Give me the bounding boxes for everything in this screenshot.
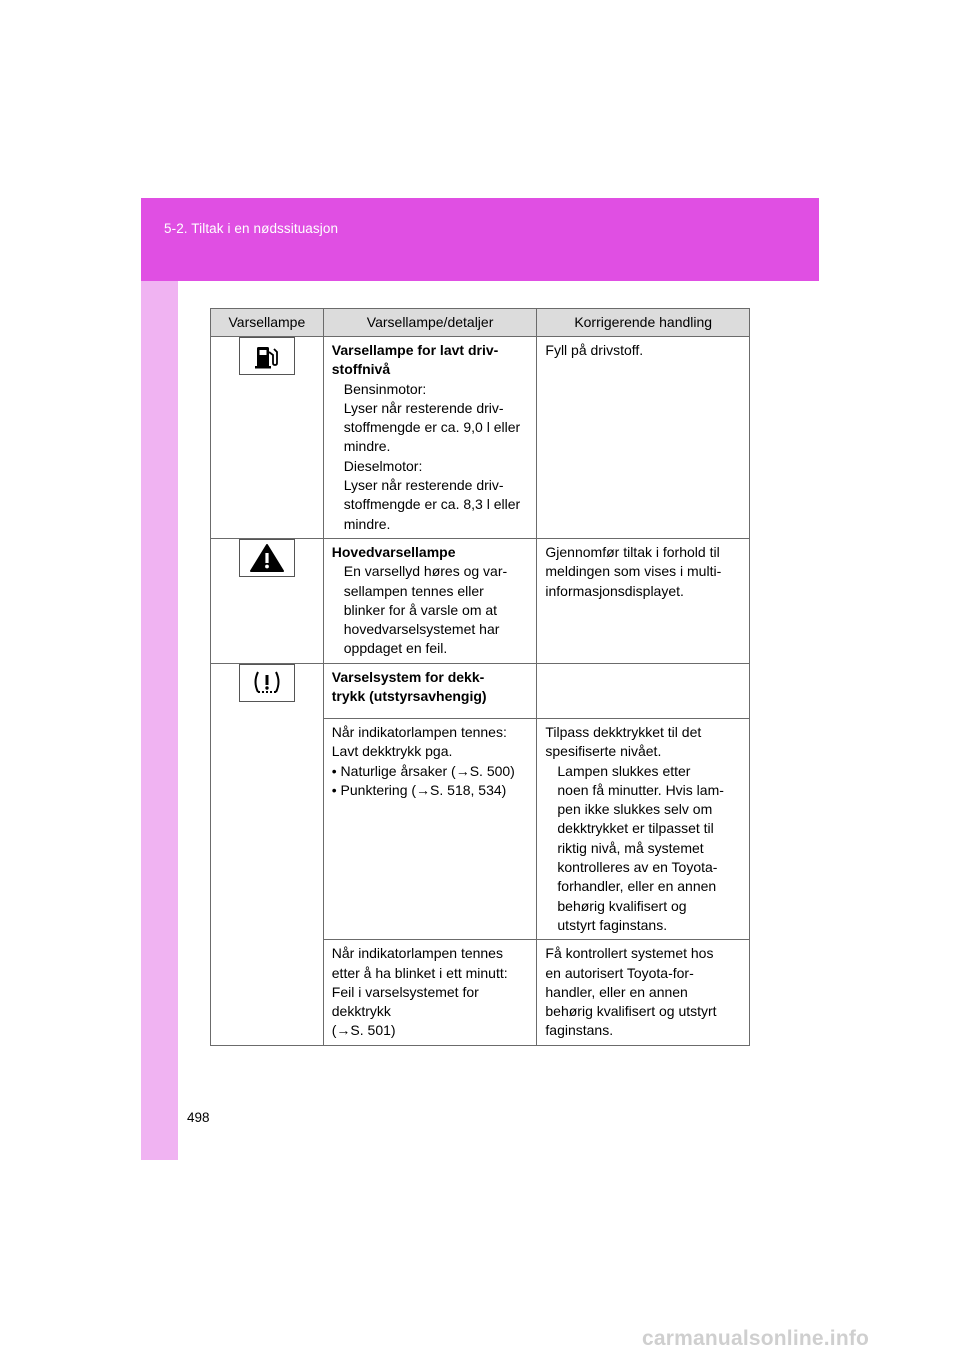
table-header-row: [211, 309, 750, 337]
light-title: Varsellampe for lavt driv-: [331, 342, 499, 358]
action-line: Få kontrollert systemet hos: [545, 945, 714, 962]
detail-line: etter å ha blinket i ett minutt:: [331, 964, 508, 981]
light-title-cont: trykk (utstyrsavhengig): [331, 688, 487, 705]
side-strip: [141, 281, 178, 1160]
action-line: forhandler, eller en annen: [557, 878, 717, 895]
action-line: behørig kvalifisert og utstyrt: [545, 1003, 717, 1020]
action-line: spesifiserte nivået.: [545, 743, 662, 760]
action-line: pen ikke slukkes selv om: [557, 801, 713, 818]
detail-line: En varsellyd høres og var-: [343, 563, 508, 580]
table-row: [211, 337, 750, 539]
light-title: Varselsystem for dekk-: [331, 669, 485, 685]
icon-cell: [211, 337, 324, 539]
watermark[interactable]: carmanualsonline.info: [642, 1327, 870, 1350]
detail-line: Lavt dekktrykk pga.: [331, 743, 453, 760]
action-line: Tilpass dekktrykket til det: [545, 724, 702, 740]
details-cell: [323, 337, 537, 539]
action-line: utstyrt faginstans.: [557, 916, 668, 933]
detail-line: • Punktering (→S. 518, 534): [331, 781, 507, 798]
action-line: informasjonsdisplayet.: [545, 582, 684, 599]
tire-pressure-warning-icon: [239, 664, 295, 702]
action-cell: [537, 337, 750, 539]
icon-cell: [211, 664, 324, 1046]
icon-cell: [211, 539, 324, 664]
column-header-warning-light: Varsellampe: [211, 309, 324, 337]
detail-line: Feil i varselsystemet for: [331, 983, 479, 1000]
detail-line: (→S. 501): [331, 1022, 396, 1039]
action-line: noen få minutter. Hvis lam-: [557, 781, 724, 798]
details-cell: [323, 539, 537, 664]
action-line: en autorisert Toyota-for-: [545, 964, 694, 981]
detail-line: Når indikatorlampen tennes: [331, 945, 503, 962]
detail-line: stoffmengde er ca. 8,3 l eller: [343, 496, 521, 513]
detail-line: oppdaget en feil.: [343, 640, 448, 657]
details-cell: [323, 664, 537, 719]
section-title: 5-2. Tiltak i en nødssituasjon: [164, 221, 339, 236]
action-line: Gjennomfør tiltak i forhold til: [545, 544, 720, 560]
action-cell: [537, 940, 750, 1046]
detail-line: dekktrykk: [331, 1003, 391, 1020]
detail-line: Bensinmotor:: [343, 380, 427, 397]
action-line: dekktrykket er tilpasset til: [557, 820, 714, 837]
action-line: riktig nivå, må systemet: [557, 839, 704, 856]
section-header-band: [141, 198, 819, 281]
action-line: behørig kvalifisert og: [557, 897, 687, 914]
table-row: [211, 664, 750, 719]
detail-line: mindre.: [343, 515, 391, 532]
action-line: Lampen slukkes etter: [557, 762, 691, 779]
action-text: Fyll på drivstoff.: [545, 342, 644, 358]
detail-line: • Naturlige årsaker (→S. 500): [331, 762, 515, 779]
detail-line: hovedvarselsystemet har: [343, 621, 500, 638]
master-warning-icon: [239, 539, 295, 577]
page-number: 498: [187, 1110, 210, 1125]
detail-line: stoffmengde er ca. 9,0 l eller: [343, 419, 521, 436]
detail-line: mindre.: [343, 438, 391, 455]
column-header-details: Varsellampe/detaljer: [323, 309, 537, 337]
column-header-corrective-action: Korrigerende handling: [537, 309, 750, 337]
details-cell: [323, 940, 537, 1046]
detail-line: Lyser når resterende driv-: [343, 399, 504, 416]
action-cell: [537, 719, 750, 940]
light-title-cont: stoffnivå: [331, 361, 391, 378]
warning-light-table: [210, 308, 750, 1046]
table-row: [211, 539, 750, 664]
detail-line: Dieselmotor:: [343, 457, 423, 474]
detail-line: blinker for å varsle om at: [343, 601, 498, 618]
action-line: faginstans.: [545, 1022, 614, 1039]
action-line: kontrolleres av en Toyota-: [557, 859, 718, 876]
action-cell-empty: [537, 664, 750, 719]
detail-line: Når indikatorlampen tennes:: [331, 724, 507, 740]
details-cell: [323, 719, 537, 940]
action-line: handler, eller en annen: [545, 983, 688, 1000]
fuel-pump-icon: [239, 337, 295, 375]
detail-line: Lyser når resterende driv-: [343, 477, 504, 494]
action-line: meldingen som vises i multi-: [545, 563, 722, 580]
light-title: Hovedvarsellampe: [331, 544, 456, 560]
detail-line: sellampen tennes eller: [343, 582, 484, 599]
action-cell: [537, 539, 750, 664]
